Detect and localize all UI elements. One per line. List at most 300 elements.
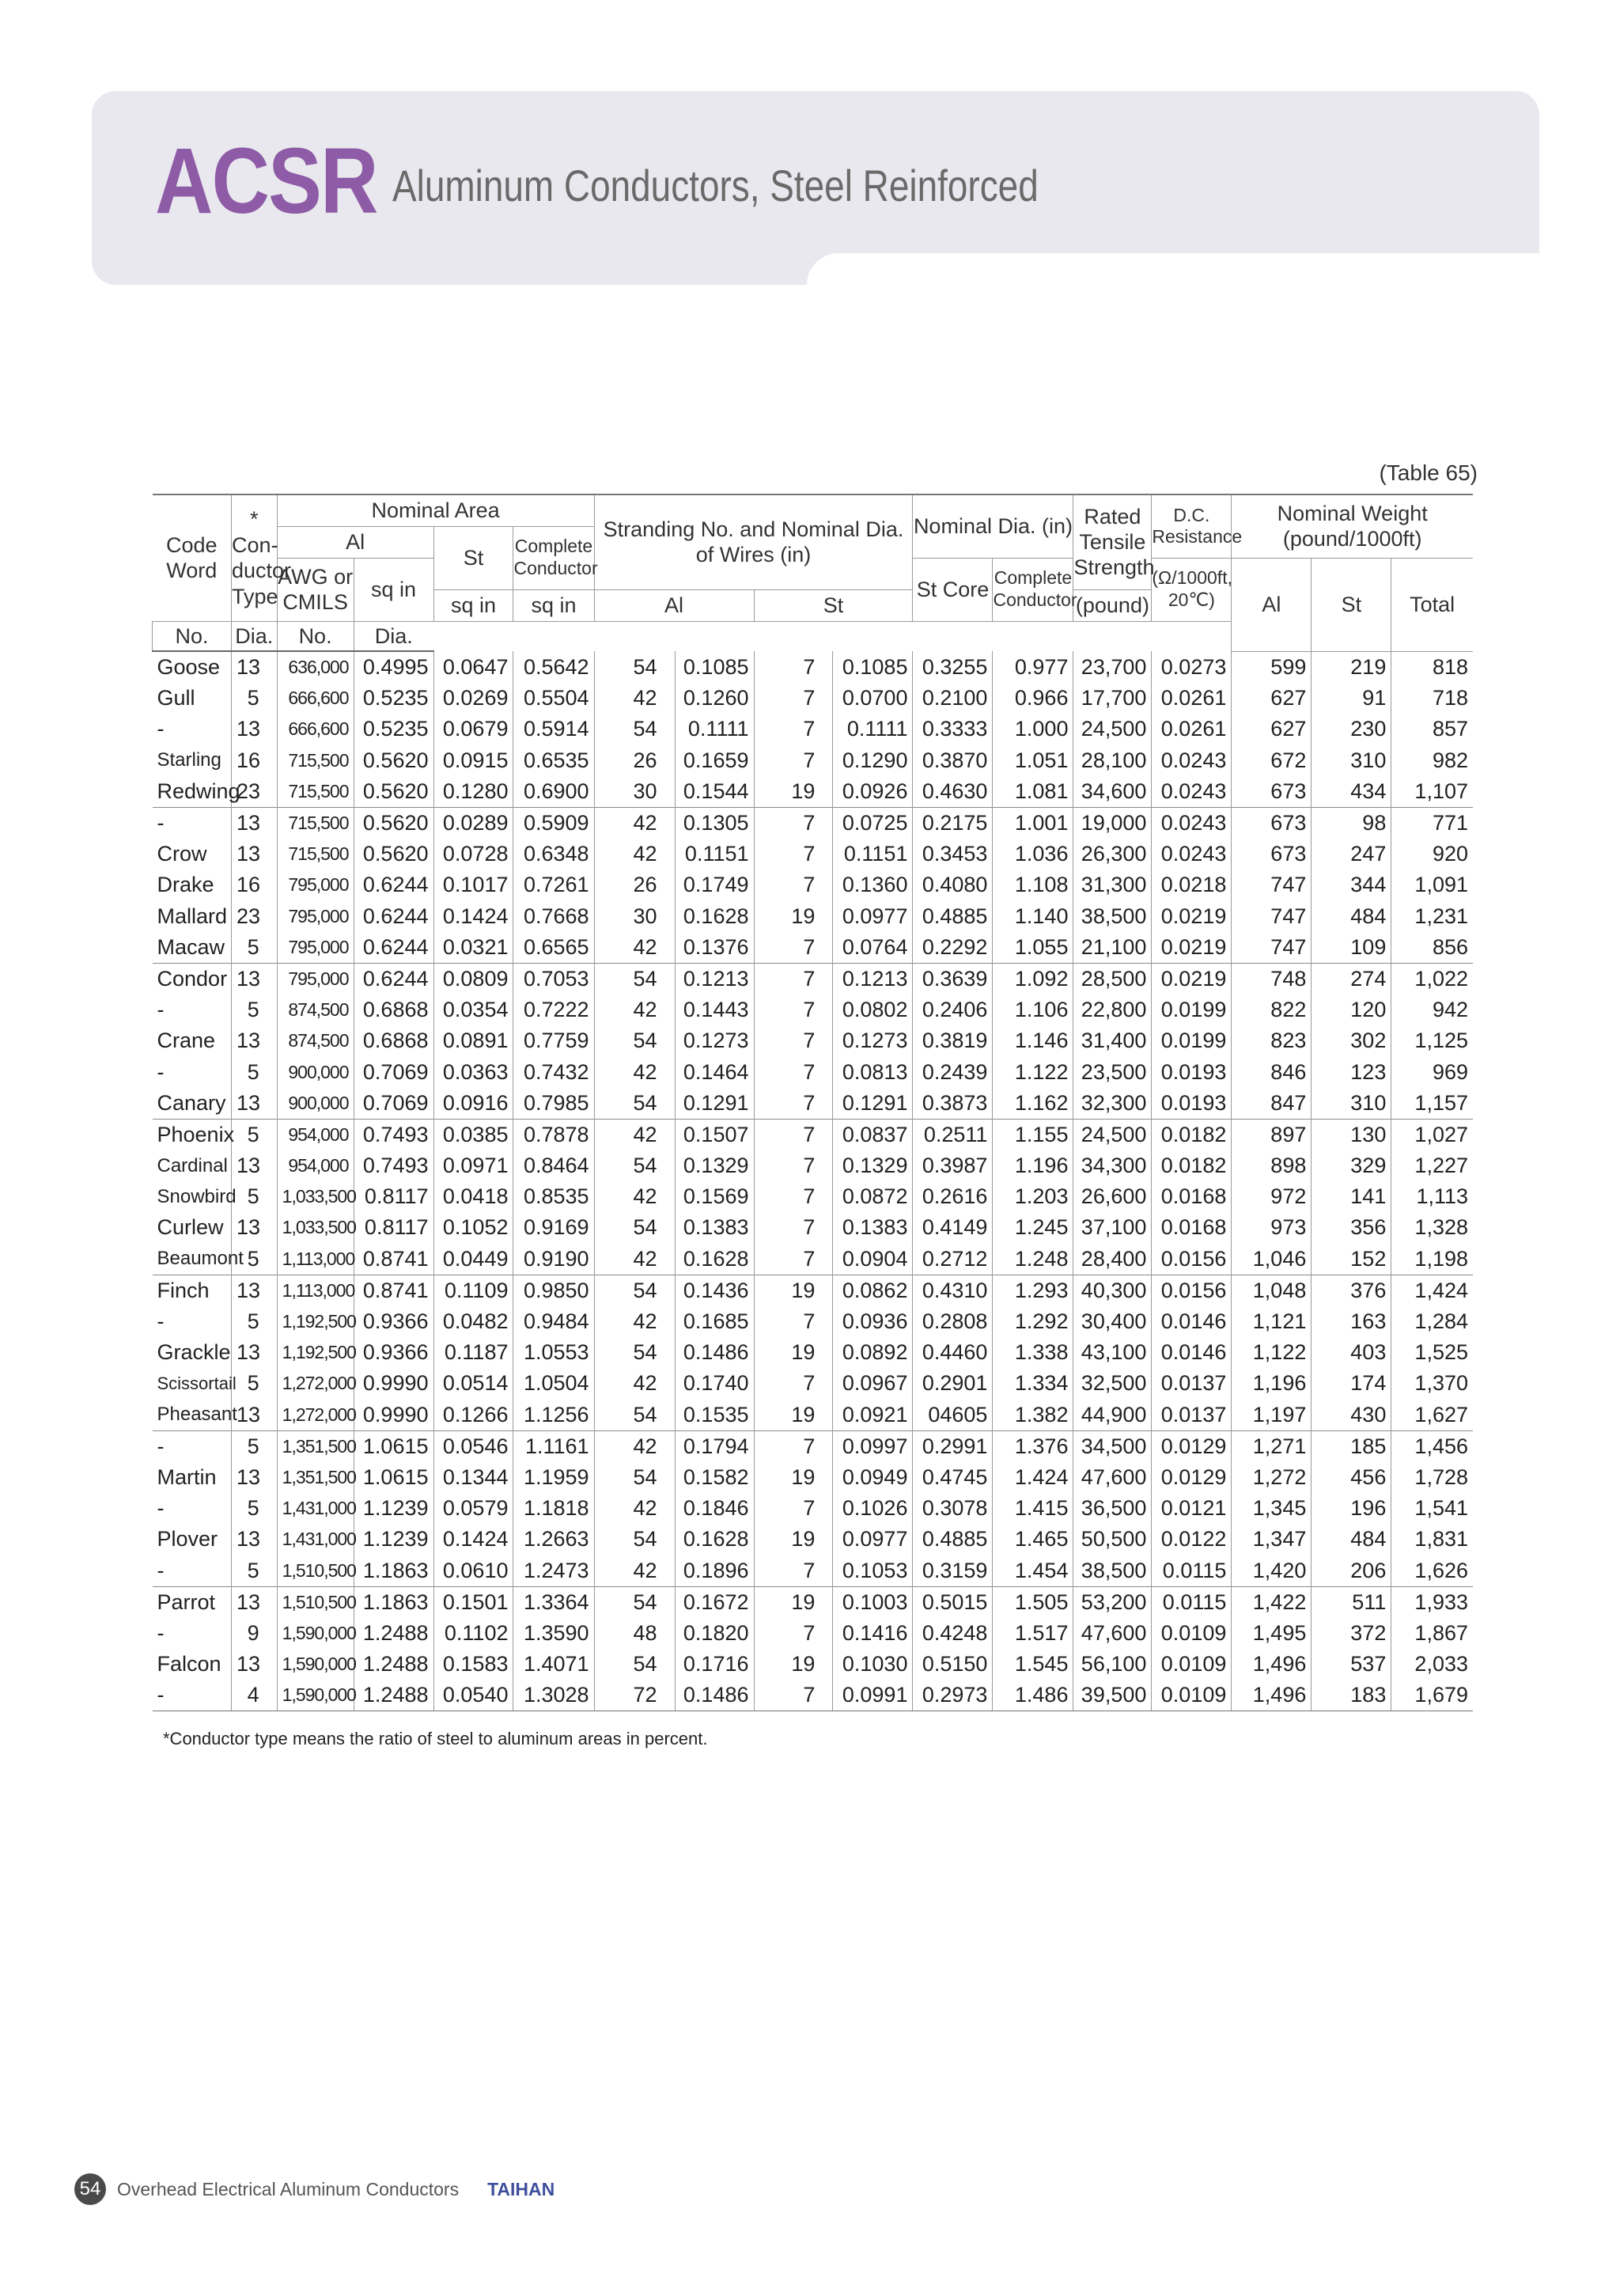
cell-rated-tensile: 28,100 (1073, 745, 1152, 776)
cell-al-wire-dia: 0.1820 (675, 1618, 754, 1649)
cell-al-wire-dia: 0.1443 (675, 995, 754, 1025)
cell-complete-dia: 1.055 (993, 932, 1073, 964)
cell-conductor-type: 5 (231, 1306, 277, 1337)
cell-weight-al: 672 (1232, 745, 1312, 776)
cell-weight-al: 1,048 (1232, 1275, 1312, 1306)
cell-st-wire-dia: 0.1053 (833, 1555, 913, 1586)
cell-st-wire-dia: 0.0813 (833, 1056, 913, 1087)
cell-weight-total: 1,679 (1391, 1680, 1473, 1711)
cell-conductor-type: 13 (231, 1649, 277, 1680)
cell-dc-resistance: 0.0115 (1152, 1555, 1232, 1586)
cell-complete-sq-in: 0.5504 (513, 683, 594, 714)
cell-st-wire-dia: 0.1383 (833, 1212, 913, 1243)
cell-weight-al: 1,197 (1232, 1400, 1312, 1431)
cell-st-sq-in: 0.1102 (433, 1618, 513, 1649)
cell-weight-total: 856 (1391, 932, 1473, 964)
cell-dc-resistance: 0.0199 (1152, 1025, 1232, 1056)
cell-al-sq-in: 0.6244 (354, 932, 433, 964)
cell-conductor-type: 5 (231, 932, 277, 964)
cell-weight-total: 1,370 (1391, 1368, 1473, 1399)
cell-al-wire-no: 48 (594, 1618, 675, 1649)
cell-weight-total: 1,107 (1391, 776, 1473, 808)
page-footer (74, 2173, 555, 2205)
cell-complete-sq-in: 0.5914 (513, 714, 594, 744)
cell-conductor-type: 13 (231, 1212, 277, 1243)
cell-rated-tensile: 23,500 (1073, 1056, 1152, 1087)
cell-dc-resistance: 0.0109 (1152, 1649, 1232, 1680)
cell-st-sq-in: 0.1280 (433, 776, 513, 808)
cell-weight-total: 1,627 (1391, 1400, 1473, 1431)
cell-al-sq-in: 1.2488 (354, 1649, 433, 1680)
cell-awg-cmils: 1,590,000 (277, 1649, 354, 1680)
cell-rated-tensile: 53,200 (1073, 1586, 1152, 1618)
cell-conductor-type: 4 (231, 1680, 277, 1711)
cell-al-wire-no: 42 (594, 1493, 675, 1524)
cell-st-sq-in: 0.0289 (433, 807, 513, 839)
cell-dc-resistance: 0.0109 (1152, 1680, 1232, 1711)
cell-complete-sq-in: 1.1256 (513, 1400, 594, 1431)
cell-weight-st: 484 (1312, 1524, 1391, 1555)
cell-code-word: Beaumont (153, 1244, 232, 1275)
cell-complete-sq-in: 0.6535 (513, 745, 594, 776)
col-weight-st: St (1312, 558, 1391, 651)
cell-st-core-dia: 0.3453 (913, 839, 993, 870)
cell-complete-dia: 1.001 (993, 807, 1073, 839)
cell-st-core-dia: 0.4248 (913, 1618, 993, 1649)
cell-st-wire-dia: 0.0977 (833, 1524, 913, 1555)
cell-rated-tensile: 22,800 (1073, 995, 1152, 1025)
cell-st-wire-no: 7 (754, 1493, 833, 1524)
cell-dc-resistance: 0.0199 (1152, 995, 1232, 1025)
cell-weight-st: 376 (1312, 1275, 1391, 1306)
cell-st-wire-dia: 0.0936 (833, 1306, 913, 1337)
cell-al-wire-no: 42 (594, 1306, 675, 1337)
cell-dc-resistance: 0.0261 (1152, 714, 1232, 744)
cell-st-core-dia: 0.2439 (913, 1056, 993, 1087)
cell-code-word: - (153, 1056, 232, 1087)
cell-st-wire-dia: 0.0949 (833, 1462, 913, 1493)
cell-st-wire-dia: 0.0904 (833, 1244, 913, 1275)
cell-st-sq-in: 0.1052 (433, 1212, 513, 1243)
cell-st-core-dia: 0.2901 (913, 1368, 993, 1399)
cell-st-wire-dia: 0.1151 (833, 839, 913, 870)
cell-al-wire-no: 42 (594, 1181, 675, 1212)
cell-weight-al: 673 (1232, 807, 1312, 839)
cell-weight-al: 747 (1232, 901, 1312, 932)
table-row (153, 1150, 1474, 1181)
cell-complete-sq-in: 0.6900 (513, 776, 594, 808)
cell-st-sq-in: 0.0809 (433, 963, 513, 995)
table-row (153, 839, 1474, 870)
cell-st-wire-dia: 0.1360 (833, 870, 913, 900)
cell-rated-tensile: 50,500 (1073, 1524, 1152, 1555)
cell-weight-total: 818 (1391, 651, 1473, 683)
col-st-sq-in: sq in (433, 589, 513, 621)
cell-st-core-dia: 0.2712 (913, 1244, 993, 1275)
cell-dc-resistance: 0.0146 (1152, 1306, 1232, 1337)
cell-weight-st: 130 (1312, 1119, 1391, 1150)
cell-code-word: - (153, 714, 232, 744)
cell-conductor-type: 5 (231, 683, 277, 714)
cell-dc-resistance: 0.0115 (1152, 1586, 1232, 1618)
cell-st-wire-no: 19 (754, 1524, 833, 1555)
cell-complete-sq-in: 0.6565 (513, 932, 594, 964)
cell-st-sq-in: 0.1344 (433, 1462, 513, 1493)
cell-conductor-type: 5 (231, 1368, 277, 1399)
cell-weight-st: 98 (1312, 807, 1391, 839)
cell-st-core-dia: 0.5015 (913, 1586, 993, 1618)
cell-dc-resistance: 0.0182 (1152, 1119, 1232, 1150)
cell-weight-al: 1,272 (1232, 1462, 1312, 1493)
cell-code-word: Macaw (153, 932, 232, 964)
cell-complete-dia: 1.293 (993, 1275, 1073, 1306)
cell-conductor-type: 13 (231, 963, 277, 995)
cell-dc-resistance: 0.0182 (1152, 1150, 1232, 1181)
cell-rated-tensile: 43,100 (1073, 1337, 1152, 1368)
table-row (153, 1680, 1474, 1711)
cell-weight-al: 897 (1232, 1119, 1312, 1150)
cell-rated-tensile: 21,100 (1073, 932, 1152, 964)
cell-al-wire-dia: 0.1486 (675, 1680, 754, 1711)
cell-st-core-dia: 0.3078 (913, 1493, 993, 1524)
cell-al-wire-dia: 0.1376 (675, 932, 754, 964)
cell-complete-sq-in: 0.7668 (513, 901, 594, 932)
cell-st-core-dia: 0.2100 (913, 683, 993, 714)
cell-complete-dia: 1.108 (993, 870, 1073, 900)
cell-awg-cmils: 874,500 (277, 995, 354, 1025)
cell-st-core-dia: 0.2511 (913, 1119, 993, 1150)
cell-awg-cmils: 666,600 (277, 683, 354, 714)
cell-weight-total: 857 (1391, 714, 1473, 744)
cell-st-core-dia: 0.4149 (913, 1212, 993, 1243)
cell-al-wire-no: 30 (594, 776, 675, 808)
table-body (153, 651, 1474, 1711)
table-row (153, 714, 1474, 744)
cell-dc-resistance: 0.0129 (1152, 1462, 1232, 1493)
cell-weight-st: 196 (1312, 1493, 1391, 1524)
cell-awg-cmils: 954,000 (277, 1150, 354, 1181)
cell-dc-resistance: 0.0129 (1152, 1430, 1232, 1462)
col-al-dia: Dia. (231, 621, 277, 651)
cell-al-sq-in: 0.7069 (354, 1088, 433, 1120)
cell-weight-al: 972 (1232, 1181, 1312, 1212)
cell-st-sq-in: 0.0449 (433, 1244, 513, 1275)
cell-rated-tensile: 17,700 (1073, 683, 1152, 714)
cell-awg-cmils: 1,590,000 (277, 1680, 354, 1711)
cell-st-sq-in: 0.1187 (433, 1337, 513, 1368)
cell-st-wire-dia: 0.0802 (833, 995, 913, 1025)
cell-st-core-dia: 04605 (913, 1400, 993, 1431)
cell-complete-sq-in: 1.4071 (513, 1649, 594, 1680)
table-row (153, 1462, 1474, 1493)
cell-st-wire-no: 7 (754, 1212, 833, 1243)
col-weight-total: Total (1391, 558, 1473, 651)
table-row (153, 807, 1474, 839)
cell-al-sq-in: 0.8741 (354, 1275, 433, 1306)
footer-doc-title: Overhead Electrical Aluminum Conductors (117, 2178, 460, 2199)
cell-al-sq-in: 0.6868 (354, 1025, 433, 1056)
cell-weight-st: 123 (1312, 1056, 1391, 1087)
cell-st-wire-dia: 0.1030 (833, 1649, 913, 1680)
cell-al-sq-in: 0.7069 (354, 1056, 433, 1087)
cell-rated-tensile: 24,500 (1073, 714, 1152, 744)
cell-st-sq-in: 0.0540 (433, 1680, 513, 1711)
cell-complete-sq-in: 1.0504 (513, 1368, 594, 1399)
page-title: ACSR (155, 129, 377, 233)
cell-awg-cmils: 1,033,500 (277, 1212, 354, 1243)
cell-st-wire-dia: 0.0872 (833, 1181, 913, 1212)
cell-al-wire-dia: 0.1383 (675, 1212, 754, 1243)
cell-awg-cmils: 1,113,000 (277, 1244, 354, 1275)
cell-weight-al: 747 (1232, 870, 1312, 900)
cell-weight-st: 344 (1312, 870, 1391, 900)
cell-code-word: Goose (153, 651, 232, 683)
cell-code-word: Phoenix (153, 1119, 232, 1150)
cell-complete-sq-in: 1.0553 (513, 1337, 594, 1368)
cell-st-wire-dia: 0.0700 (833, 683, 913, 714)
cell-awg-cmils: 900,000 (277, 1056, 354, 1087)
cell-complete-sq-in: 0.7878 (513, 1119, 594, 1150)
cell-dc-resistance: 0.0122 (1152, 1524, 1232, 1555)
cell-st-sq-in: 0.0971 (433, 1150, 513, 1181)
cell-complete-dia: 1.146 (993, 1025, 1073, 1056)
cell-awg-cmils: 715,500 (277, 745, 354, 776)
cell-weight-st: 456 (1312, 1462, 1391, 1493)
cell-al-wire-dia: 0.1291 (675, 1088, 754, 1120)
cell-al-wire-dia: 0.1846 (675, 1493, 754, 1524)
cell-st-wire-dia: 0.0921 (833, 1400, 913, 1431)
table-row (153, 963, 1474, 995)
col-area-al: Al (277, 526, 433, 558)
cell-st-core-dia: 0.3873 (913, 1088, 993, 1120)
table-footnote: *Conductor type means the ratio of steel to aluminum areas in percent. (163, 1729, 708, 1749)
cell-al-sq-in: 0.5235 (354, 683, 433, 714)
cell-st-wire-dia: 0.0977 (833, 901, 913, 932)
cell-al-sq-in: 0.9366 (354, 1306, 433, 1337)
cell-st-wire-dia: 0.0892 (833, 1337, 913, 1368)
cell-weight-st: 230 (1312, 714, 1391, 744)
cell-al-sq-in: 0.6244 (354, 963, 433, 995)
cell-awg-cmils: 795,000 (277, 963, 354, 995)
cell-al-wire-dia: 0.1569 (675, 1181, 754, 1212)
col-al-sq-in: sq in (354, 558, 433, 621)
cell-weight-st: 152 (1312, 1244, 1391, 1275)
cell-rated-tensile: 30,400 (1073, 1306, 1152, 1337)
col-st-no: No. (277, 621, 354, 651)
cell-code-word: - (153, 1618, 232, 1649)
cell-complete-dia: 1.000 (993, 714, 1073, 744)
cell-al-wire-no: 54 (594, 1025, 675, 1056)
cell-dc-resistance: 0.0168 (1152, 1181, 1232, 1212)
cell-conductor-type: 13 (231, 1586, 277, 1618)
cell-al-wire-dia: 0.1685 (675, 1306, 754, 1337)
cell-weight-total: 920 (1391, 839, 1473, 870)
cell-weight-st: 91 (1312, 683, 1391, 714)
cell-code-word: Crow (153, 839, 232, 870)
cell-code-word: Cardinal (153, 1150, 232, 1181)
cell-complete-sq-in: 0.7759 (513, 1025, 594, 1056)
cell-al-sq-in: 1.1863 (354, 1555, 433, 1586)
cell-al-wire-dia: 0.1628 (675, 1244, 754, 1275)
cell-weight-total: 2,033 (1391, 1649, 1473, 1680)
col-strand-al: Al (594, 589, 754, 621)
cell-rated-tensile: 32,500 (1073, 1368, 1152, 1399)
cell-al-wire-no: 54 (594, 1400, 675, 1431)
table-row (153, 1181, 1474, 1212)
cell-st-core-dia: 0.4885 (913, 1524, 993, 1555)
cell-weight-st: 183 (1312, 1680, 1391, 1711)
cell-al-wire-no: 26 (594, 745, 675, 776)
cell-rated-tensile: 23,700 (1073, 651, 1152, 683)
cell-complete-sq-in: 0.9484 (513, 1306, 594, 1337)
cell-st-core-dia: 0.3255 (913, 651, 993, 683)
cell-st-core-dia: 0.4460 (913, 1337, 993, 1368)
cell-weight-total: 1,113 (1391, 1181, 1473, 1212)
cell-rated-tensile: 34,500 (1073, 1430, 1152, 1462)
cell-awg-cmils: 1,510,500 (277, 1555, 354, 1586)
cell-code-word: - (153, 1306, 232, 1337)
cell-rated-tensile: 44,900 (1073, 1400, 1152, 1431)
cell-st-core-dia: 0.2808 (913, 1306, 993, 1337)
cell-st-wire-dia: 0.0862 (833, 1275, 913, 1306)
cell-al-wire-dia: 0.1111 (675, 714, 754, 744)
cell-st-core-dia: 0.2616 (913, 1181, 993, 1212)
cell-st-core-dia: 0.3870 (913, 745, 993, 776)
cell-complete-dia: 1.106 (993, 995, 1073, 1025)
cell-st-core-dia: 0.2292 (913, 932, 993, 964)
cell-weight-total: 1,231 (1391, 901, 1473, 932)
cell-st-wire-no: 7 (754, 1368, 833, 1399)
cell-complete-dia: 1.155 (993, 1119, 1073, 1150)
col-area-st: St (433, 526, 513, 589)
table-row (153, 1088, 1474, 1120)
cell-code-word: Grackle (153, 1337, 232, 1368)
cell-weight-st: 372 (1312, 1618, 1391, 1649)
cell-st-wire-no: 7 (754, 870, 833, 900)
cell-awg-cmils: 1,113,000 (277, 1275, 354, 1306)
cell-awg-cmils: 1,510,500 (277, 1586, 354, 1618)
cell-complete-sq-in: 0.5909 (513, 807, 594, 839)
table-row (153, 1056, 1474, 1087)
cell-al-wire-dia: 0.1544 (675, 776, 754, 808)
cell-al-wire-dia: 0.1535 (675, 1400, 754, 1431)
cell-complete-dia: 1.338 (993, 1337, 1073, 1368)
cell-dc-resistance: 0.0243 (1152, 839, 1232, 870)
cell-rated-tensile: 56,100 (1073, 1649, 1152, 1680)
cell-complete-sq-in: 0.9190 (513, 1244, 594, 1275)
page-subtitle: Aluminum Conductors, Steel Reinforced (392, 161, 1039, 210)
cell-al-sq-in: 0.5620 (354, 776, 433, 808)
cell-rated-tensile: 38,500 (1073, 901, 1152, 932)
cell-al-sq-in: 0.7493 (354, 1119, 433, 1150)
cell-code-word: Drake (153, 870, 232, 900)
table-row (153, 1524, 1474, 1555)
col-dia-complete: Complete Conductor (993, 558, 1073, 621)
cell-st-core-dia: 0.2991 (913, 1430, 993, 1462)
cell-complete-dia: 1.454 (993, 1555, 1073, 1586)
table-caption: (Table 65) (1379, 460, 1478, 485)
cell-st-wire-dia: 0.1291 (833, 1088, 913, 1120)
cell-st-sq-in: 0.1424 (433, 901, 513, 932)
cell-complete-dia: 1.545 (993, 1649, 1073, 1680)
cell-weight-al: 1,121 (1232, 1306, 1312, 1337)
cell-weight-al: 847 (1232, 1088, 1312, 1120)
cell-weight-st: 310 (1312, 1088, 1391, 1120)
cell-al-wire-no: 54 (594, 1088, 675, 1120)
cell-awg-cmils: 795,000 (277, 901, 354, 932)
cell-conductor-type: 13 (231, 1524, 277, 1555)
cell-st-wire-no: 19 (754, 1649, 833, 1680)
cell-conductor-type: 23 (231, 901, 277, 932)
cell-st-sq-in: 0.0482 (433, 1306, 513, 1337)
cell-al-sq-in: 0.6868 (354, 995, 433, 1025)
cell-weight-al: 898 (1232, 1150, 1312, 1181)
col-st-core: St Core (913, 558, 993, 621)
cell-st-sq-in: 0.0385 (433, 1119, 513, 1150)
cell-rated-tensile: 26,600 (1073, 1181, 1152, 1212)
cell-al-wire-no: 26 (594, 870, 675, 900)
cell-rated-tensile: 34,300 (1073, 1150, 1152, 1181)
cell-st-wire-no: 7 (754, 1150, 833, 1181)
cell-weight-st: 141 (1312, 1181, 1391, 1212)
cell-complete-sq-in: 0.7261 (513, 870, 594, 900)
cell-weight-total: 1,728 (1391, 1462, 1473, 1493)
cell-st-wire-no: 7 (754, 1025, 833, 1056)
cell-st-wire-no: 7 (754, 1306, 833, 1337)
col-dc-resistance: D.C. Resistance (1152, 494, 1232, 558)
cell-weight-al: 748 (1232, 963, 1312, 995)
col-al-no: No. (153, 621, 232, 651)
cell-al-sq-in: 1.2488 (354, 1618, 433, 1649)
table-row (153, 932, 1474, 964)
page-number: 54 (74, 2173, 106, 2205)
cell-complete-sq-in: 0.9850 (513, 1275, 594, 1306)
cell-complete-sq-in: 1.1818 (513, 1493, 594, 1524)
cell-st-wire-no: 7 (754, 1056, 833, 1087)
cell-rated-tensile: 28,500 (1073, 963, 1152, 995)
cell-weight-st: 274 (1312, 963, 1391, 995)
table-row (153, 1025, 1474, 1056)
cell-conductor-type: 13 (231, 1337, 277, 1368)
cell-st-wire-no: 7 (754, 1088, 833, 1120)
cell-weight-al: 846 (1232, 1056, 1312, 1087)
cell-conductor-type: 13 (231, 1150, 277, 1181)
col-nominal-area: Nominal Area (277, 494, 594, 526)
cell-weight-total: 1,284 (1391, 1306, 1473, 1337)
cell-st-core-dia: 0.2406 (913, 995, 993, 1025)
cell-weight-al: 627 (1232, 683, 1312, 714)
cell-al-sq-in: 0.6244 (354, 870, 433, 900)
cell-al-sq-in: 0.5235 (354, 714, 433, 744)
cell-complete-sq-in: 0.8535 (513, 1181, 594, 1212)
cell-st-sq-in: 0.1109 (433, 1275, 513, 1306)
cell-st-wire-dia: 0.1085 (833, 651, 913, 683)
cell-awg-cmils: 874,500 (277, 1025, 354, 1056)
cell-conductor-type: 13 (231, 1088, 277, 1120)
cell-al-wire-no: 42 (594, 1119, 675, 1150)
cell-weight-al: 1,496 (1232, 1680, 1312, 1711)
cell-dc-resistance: 0.0156 (1152, 1244, 1232, 1275)
cell-al-sq-in: 0.9366 (354, 1337, 433, 1368)
cell-awg-cmils: 636,000 (277, 651, 354, 683)
cell-complete-sq-in: 0.7985 (513, 1088, 594, 1120)
table-row (153, 1119, 1474, 1150)
cell-code-word: - (153, 1555, 232, 1586)
col-stranding: Stranding No. and Nominal Dia. of Wires (in) (594, 494, 913, 589)
cell-dc-resistance: 0.0193 (1152, 1088, 1232, 1120)
cell-weight-total: 982 (1391, 745, 1473, 776)
cell-st-wire-no: 7 (754, 1181, 833, 1212)
